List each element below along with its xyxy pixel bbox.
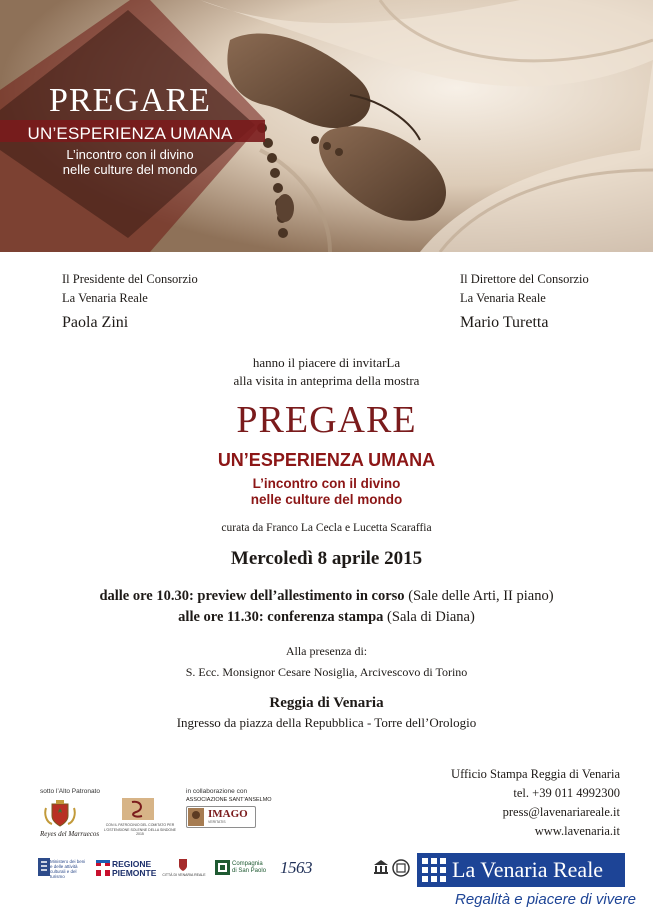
citta-venaria-crest-icon	[160, 858, 206, 872]
host-role: Il Presidente del Consorzio	[62, 272, 198, 286]
exhibition-desc-line1: L’incontro con il divino	[252, 476, 401, 491]
mibact-name: Ministero dei beni e delle attività culturali e del turismo	[50, 859, 86, 879]
hero-tagline-line2: nelle culture del mondo	[62, 162, 198, 177]
mibact-logo-icon	[38, 858, 50, 876]
press-email-link[interactable]: press@lavenariareale.it	[502, 805, 620, 819]
venaria-grid-icon	[422, 858, 446, 882]
exhibition-desc-line2: nelle culture del mondo	[250, 492, 403, 507]
imago-portrait-icon	[187, 807, 205, 827]
regione-piemonte-logo	[112, 860, 156, 878]
imago-title: IMAGO	[208, 808, 248, 820]
patronage-signature: Reyes del Marruecos	[40, 830, 100, 838]
world-heritage-icon	[392, 859, 410, 877]
host-director	[460, 270, 589, 332]
compagnia-line1: Compagnia	[232, 861, 263, 867]
committee-text: CON IL PATROCINIO DEL COMITATO PER L’OSTENSIONE SOLENNE DELLA SINDONE 2015	[104, 823, 176, 836]
imago-subtitle: VERITATIS	[208, 820, 226, 824]
host-org: La Venaria Reale	[62, 291, 148, 305]
regione-piemonte-flag-icon	[96, 860, 110, 876]
invitation-line1: hanno il piacere di invitarLa	[252, 355, 401, 370]
press-phone[interactable]: tel. +39 011 4992300	[513, 786, 620, 800]
program-place: (Sale delle Arti, II piano)	[408, 588, 554, 604]
host-president	[62, 270, 198, 332]
collaboration-label: in collaborazione con	[186, 788, 248, 795]
hero-tagline	[0, 147, 260, 177]
citta-venaria-name: CITTÀ DI VENARIA REALE	[162, 873, 206, 877]
website-link[interactable]: www.lavenaria.it	[534, 824, 620, 838]
patronage-label: sotto l’Alto Patronato	[40, 788, 100, 795]
hero-banner	[0, 0, 653, 252]
unesco-temple-icon	[373, 859, 389, 875]
hero-tagline-line1: L’incontro con il divino	[66, 147, 194, 162]
compagnia-san-paolo-logo	[232, 861, 266, 875]
compagnia-san-paolo-icon	[215, 860, 230, 875]
program-time: alle ore 11.30: conferenza stampa	[178, 609, 384, 625]
brand-name: La Venaria Reale	[452, 857, 604, 882]
event-date: Mercoledì 8 aprile 2015	[230, 548, 423, 569]
regione-line1: REGIONE	[112, 859, 152, 869]
program-item	[0, 588, 653, 605]
venue-name: Reggia di Venaria	[269, 695, 384, 711]
association-name: ASSOCIAZIONE SANT’ANSELMO	[186, 797, 272, 803]
venue-entrance: Ingresso da piazza della Repubblica - Torre dell’Orologio	[176, 715, 477, 730]
press-office	[451, 765, 620, 841]
hero-title: PREGARE	[49, 82, 211, 119]
program-time: dalle ore 10.30: preview dell’allestimento in corso	[99, 588, 405, 604]
host-name: Mario Turetta	[460, 314, 549, 331]
press-office-title: Ufficio Stampa Reggia di Venaria	[451, 767, 620, 781]
presence-guest: S. Ecc. Monsignor Cesare Nosiglia, Arcivescovo di Torino	[185, 665, 468, 679]
program-item	[0, 609, 653, 626]
exhibition-description	[0, 476, 653, 508]
curated-by: curata da Franco La Cecla e Lucetta Scaraffia	[221, 522, 432, 534]
host-name: Paola Zini	[62, 314, 129, 331]
presence-label: Alla presenza di:	[285, 644, 368, 658]
host-role: Il Direttore del Consorzio	[460, 272, 589, 286]
regione-line2: PIEMONTE	[112, 868, 157, 878]
host-org: La Venaria Reale	[460, 291, 546, 305]
exhibition-subtitle: UN’ESPERIENZA UMANA	[217, 450, 436, 470]
brand-tagline: Regalità e piacere di vivere	[455, 891, 636, 908]
hero-subtitle: UN’ESPERIENZA UMANA	[27, 124, 233, 143]
compagnia-line2: di San Paolo	[232, 868, 267, 874]
exhibition-title: PREGARE	[236, 399, 417, 441]
invitation-line2: alla visita in anteprima della mostra	[233, 373, 420, 388]
moroccan-coat-of-arms-icon	[42, 800, 78, 830]
fondazione-1563-logo: 1563	[280, 858, 312, 877]
program-place: (Sala di Diana)	[387, 609, 475, 625]
sindone-committee-logo	[104, 798, 176, 822]
